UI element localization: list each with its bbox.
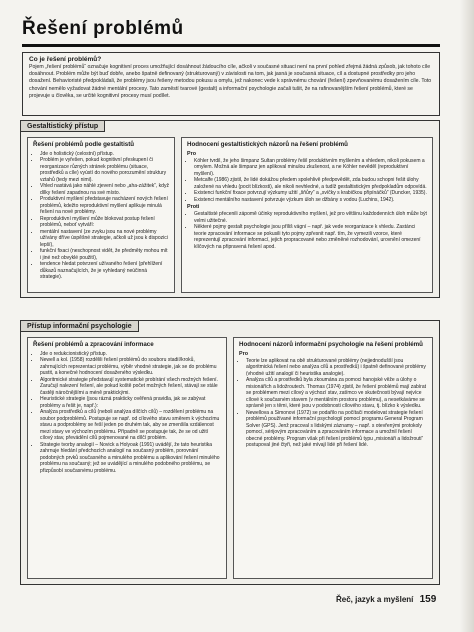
list-item: • mentální nastavení (ze zvyku jsou na nové problémy užívány dříve úspěšné strategie, ačkoli už jsou k dispozici lepší),: [40, 229, 169, 249]
book-binding-shadow: [460, 0, 474, 632]
intro-text: Pojem „řešení problémů“ označuje kognitivní proces umožňující dosáhnout žádoucího cíle, ačkoli v současné situaci není na první pohled zřejmá žádná způsob, jak tohoto cíle dosáhnout. Problém může být buď dobře, anebo špatně definovaný (strukturovaný) v závislosti na tom, jak jasná je současná situace, cíl a dostupné prostředky pro jeho dosažení. Behavioristé předpokládali, že problémy jsou řešeny metodou pokusu a omylu, jež nakonec vede k správnému chování (řešení) zpevňovanému dosažením cíle. Toto chování nemělo vyžadovat žádné mentální procesy. Tato zaměstí tvarové (gestalt) a informační psychologie začali tušit, že na rafinovanějším řešení problémů, které se projevuje u člověka, se určité kognitivní procesy musí podílet.: [29, 64, 432, 99]
list-item: • Köhler tvrdil, že jeho šimpanz Sultan problémy řešil produktivním myšlením a vhledem, nikoli pokusem a omylem. Možná ale šimpanz jen aplikoval minulou zkušenost, a ne Köhler nevěděl (reproduktivní myšlení).: [194, 158, 427, 178]
list-item: • Vhled nastává jako náhlé zjevení nebo „aha-zážitek“, když dílky řešení zapadnou na své místo.: [40, 183, 169, 196]
list-item: • Analýza cílů a prostředků byla zkoumána za pomoci hanojské věže a úlohy o misionářích a lidožroutech. Thomas (1974) zjistil, že řešení problémů mají zabírat se problémem mezi cílový a výchozí stav, zatímco ve skutečnosti bývají nejvíce cílové k současném stavem (v mentálním prostoru problému), a nesetkáváme se správně jen s těmi, které jsou v podobnosti cílového stavu, tj. blízko k výsledku.: [246, 377, 427, 410]
pro-label: Pro: [187, 150, 196, 157]
list-item: • tendence hledat potvrzení užívaného řešení (přehlížení důkazů naznačujících, že je vyhledaný neúčinná strategie).: [40, 261, 169, 281]
list-item: • Jde o holistický (celostní) přístup.: [40, 151, 169, 158]
list-item: • Některé pojmy gestalt psychologie jsou příliš vágní – např. jak vede reorganizace k vhledu. Zastánci teorie zpracování informace se pokusili tyto pojmy zpřesnit např. tím, že vymezili vzorce, které reprezentují zpracování informací, jejich propracované nebo změněné rozhodování, urovnění omezení klíčových na připravená řešení apod.: [194, 224, 427, 250]
intro-box: [22, 52, 440, 116]
list-item: • Newell a kol. (1958) rozdělili řešení problémů do souboru stadií/kroků, zahrnujících reprezentaci problému, výběr vhodné strategie, jak se do problému pustit, a konečné hodnocení dosaženého výsledku.: [40, 357, 221, 377]
gestalt-heading: Gestaltistický přístup: [20, 120, 105, 132]
list-item: • Heuristické strategie (jsou rázná prakticky ověřená pravidla, jak se zabývat problémy a řešit je, např.):: [40, 396, 221, 409]
list-item: • funkční fixaci (neschopnost vidět, že předměty mohou mít i jiné než obvyklé použití),: [40, 248, 169, 261]
gestalt-right-title: Hodnocení gestaltistických názorů na řešení problémů: [187, 141, 348, 148]
list-item: • Produktivní myšlení představuje nacházení nových řešení problémů, kdežto reproduktivní myšlení aplikuje minulá řešení na nové problémy.: [40, 196, 169, 216]
gestalt-proti-list: [187, 211, 427, 250]
info-right-title: Hodnocení názorů informační psychologie na řešení problémů: [239, 341, 423, 348]
list-item: • Strategie tvorby analogií – Novick a Holyoak (1991) uvádějí, že tato heuristika zahrnuje hledání předchozích analogií na současný problém, porovnání podobných prvků současného a minulého problému a aplikování řešení minulého problému na současný; jež se uvádějící a minulého podobného problému, se přizpůsobí současnému problému.: [40, 442, 221, 475]
gestalt-section: [20, 120, 440, 298]
info-right-column: [233, 337, 433, 579]
gestalt-left-title: Řešení problémů podle gestaltistů: [33, 141, 135, 148]
page-footer: [336, 594, 436, 605]
gestalt-right-column: [181, 137, 433, 293]
list-item: • Problém je vyřešen, pokud kognitivní přeskupení či reorganizace různých stránek problému (situace, prostředků a cíle) vyústí do nového porozumění struktury vztahů (tedy mezi nimi).: [40, 157, 169, 183]
footer-text: Řeč, jazyk a myšlení: [336, 595, 414, 604]
list-item: • Metcalfe (1986) zjistil, že lidé dokážou předem spolehlivě předpovědět, zda budou schopni řešit úlohy založené na vhledu (pocit blízkosti), ale nikoli nevhledné, a tudíž gestaltistickým předpokladům odpovídá.: [194, 177, 427, 190]
info-left-list: [33, 351, 221, 475]
title-rule: [22, 44, 440, 47]
info-heading: Přístup informační psychologie: [20, 320, 139, 332]
gestalt-left-column: [27, 137, 175, 293]
info-left-title: Řešení problémů a zpracování informace: [33, 341, 154, 348]
info-pro-list: [239, 358, 427, 449]
gestalt-pro-list: [187, 158, 427, 204]
list-item: • Existenci funkční fixace potvrzují výzkumy užití „šňůry“ a „svíčky s krabičkou připínáčků“ (Duncker, 1935).: [194, 190, 427, 197]
list-item: • Jde o redukcionistický přístup.: [40, 351, 221, 358]
list-item: • Teorie lze aplikovat na obě strukturované problémy (nejjednodušší jsou algoritmická řešení nebo analýza cílů a prostředků) i špatně definované problémy (vhodné užití analogií či heuristika analogie).: [246, 358, 427, 378]
list-item: • Existenci mentálního nastavení potvrzuje výzkum úloh se džbány s vodou (Luchins, 1942).: [194, 197, 427, 204]
pro-label: Pro: [239, 350, 248, 357]
info-section: [20, 320, 440, 585]
intro-heading: Co je řešení problémů?: [29, 56, 102, 63]
proti-label: Proti: [187, 204, 200, 210]
list-item: • Reproduktivní myšlení může blokovat postup řešení problémů, neboť vytváří:: [40, 216, 169, 229]
list-item: • Newellova a Simonovi (1972) se podařilo na počítači modelovat strategie řešení problémů používané informační psychologií pomocí programu General Program Solver (GPS). Jenž pracoval s lidskými záznamy – např. s otevřenými protokoly pomocí, sérijovým zpracováním a zpracováním informace a umožnil řešení obecné problémy. Program však při řešení problémů typu „misionáři a lidožrouti“ postupoval jiné čtyři, než jaké mívají lidé při řešení lidé.: [246, 410, 427, 449]
list-item: • Gestaltisté přecenili zápomě účinky reproduktivního myšlení, jež pro většinu každodenních úloh může být velmi užitečné.: [194, 211, 427, 224]
gestalt-left-list: [33, 151, 169, 281]
list-item: • Analýza prostředků a cílů (neboli analýza dílčích cílů) – rozdělení problému na soubor podproblémů. Postupuje se např. od cílového stavu směrem k výchozímu stavu a podproblémy se řeší jeden po druhém tak, aby se zmenšila vzdálenost mezi stavy ve výchozím problému. Případně se postupuje tak, že se od užití cílový stav, převádění cílů pojmenované na dílčí problém.: [40, 409, 221, 442]
list-item: • Algoritmické strategie představují systematické probírání všech možných řešení. Zaručují nalezení řešení, ale pokud koště počet možných řešení, stávají se stále častěji náročnějšími a méně praktickými.: [40, 377, 221, 397]
info-left-column: [27, 337, 227, 579]
page-number: 159: [419, 594, 437, 605]
page-title: Řešení problémů: [22, 18, 184, 39]
